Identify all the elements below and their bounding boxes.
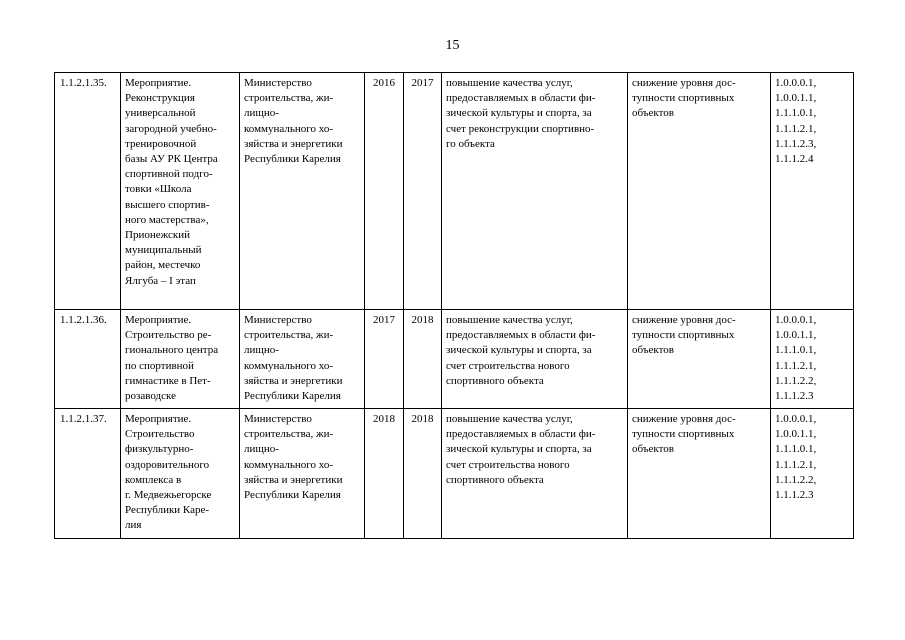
table-row xyxy=(55,310,854,409)
consequence-cell: снижение уровня дос- тупности спортивных объектов xyxy=(628,409,771,539)
expected-result-cell: повышение качества услуг, предоставляемых в области фи- зической культуры и спорта, за счет строительства нового спортивного объекта xyxy=(442,409,628,539)
end-year-cell: 2017 xyxy=(404,73,442,310)
executor-cell: Министерство строительства, жи- лищно- коммунального хо- зяйства и энергетики Республики Карелия xyxy=(240,73,365,310)
consequence-cell: снижение уровня дос- тупности спортивных объектов xyxy=(628,73,771,310)
indicator-link-cell: 1.0.0.0.1, 1.0.0.1.1, 1.1.1.0.1, 1.1.1.2.1, 1.1.1.2.3, 1.1.1.2.4 xyxy=(771,73,854,310)
row-number-cell: 1.1.2.1.35. xyxy=(55,73,121,310)
event-name-cell: Мероприятие. Строительство ре- гионального центра по спортивной гимнастике в Пет- розаводске xyxy=(121,310,240,409)
event-name-cell: Мероприятие. Строительство физкультурно- оздоровительного комплекса в г. Медвежьегорске Республики Каре- лия xyxy=(121,409,240,539)
indicator-link-cell: 1.0.0.0.1, 1.0.0.1.1, 1.1.1.0.1, 1.1.1.2.1, 1.1.1.2.2, 1.1.1.2.3 xyxy=(771,409,854,539)
end-year-cell: 2018 xyxy=(404,310,442,409)
event-name-cell: Мероприятие. Реконструкция универсальной загородной учебно- тренировочной базы АУ РК Центра спортивной подго- товки «Школа высшего спортив- ного мастерства», Прионежский муниципальный район, местечко Ялгуба – I этап xyxy=(121,73,240,310)
start-year-cell: 2017 xyxy=(365,310,404,409)
executor-cell: Министерство строительства, жи- лищно- коммунального хо- зяйства и энергетики Республики Карелия xyxy=(240,409,365,539)
measures-table xyxy=(54,72,854,539)
expected-result-cell: повышение качества услуг, предоставляемых в области фи- зической культуры и спорта, за счет строительства нового спортивного объекта xyxy=(442,310,628,409)
indicator-link-cell: 1.0.0.0.1, 1.0.0.1.1, 1.1.1.0.1, 1.1.1.2.1, 1.1.1.2.2, 1.1.1.2.3 xyxy=(771,310,854,409)
page-number: 15 xyxy=(445,38,460,53)
expected-result-cell: повышение качества услуг, предоставляемых в области фи- зической культуры и спорта, за счет реконструкции спортивно- го объекта xyxy=(442,73,628,310)
table-row xyxy=(55,73,854,310)
end-year-cell: 2018 xyxy=(404,409,442,539)
row-number-cell: 1.1.2.1.36. xyxy=(55,310,121,409)
start-year-cell: 2018 xyxy=(365,409,404,539)
table-row xyxy=(55,409,854,539)
executor-cell: Министерство строительства, жи- лищно- коммунального хо- зяйства и энергетики Республики Карелия xyxy=(240,310,365,409)
consequence-cell: снижение уровня дос- тупности спортивных объектов xyxy=(628,310,771,409)
row-number-cell: 1.1.2.1.37. xyxy=(55,409,121,539)
start-year-cell: 2016 xyxy=(365,73,404,310)
